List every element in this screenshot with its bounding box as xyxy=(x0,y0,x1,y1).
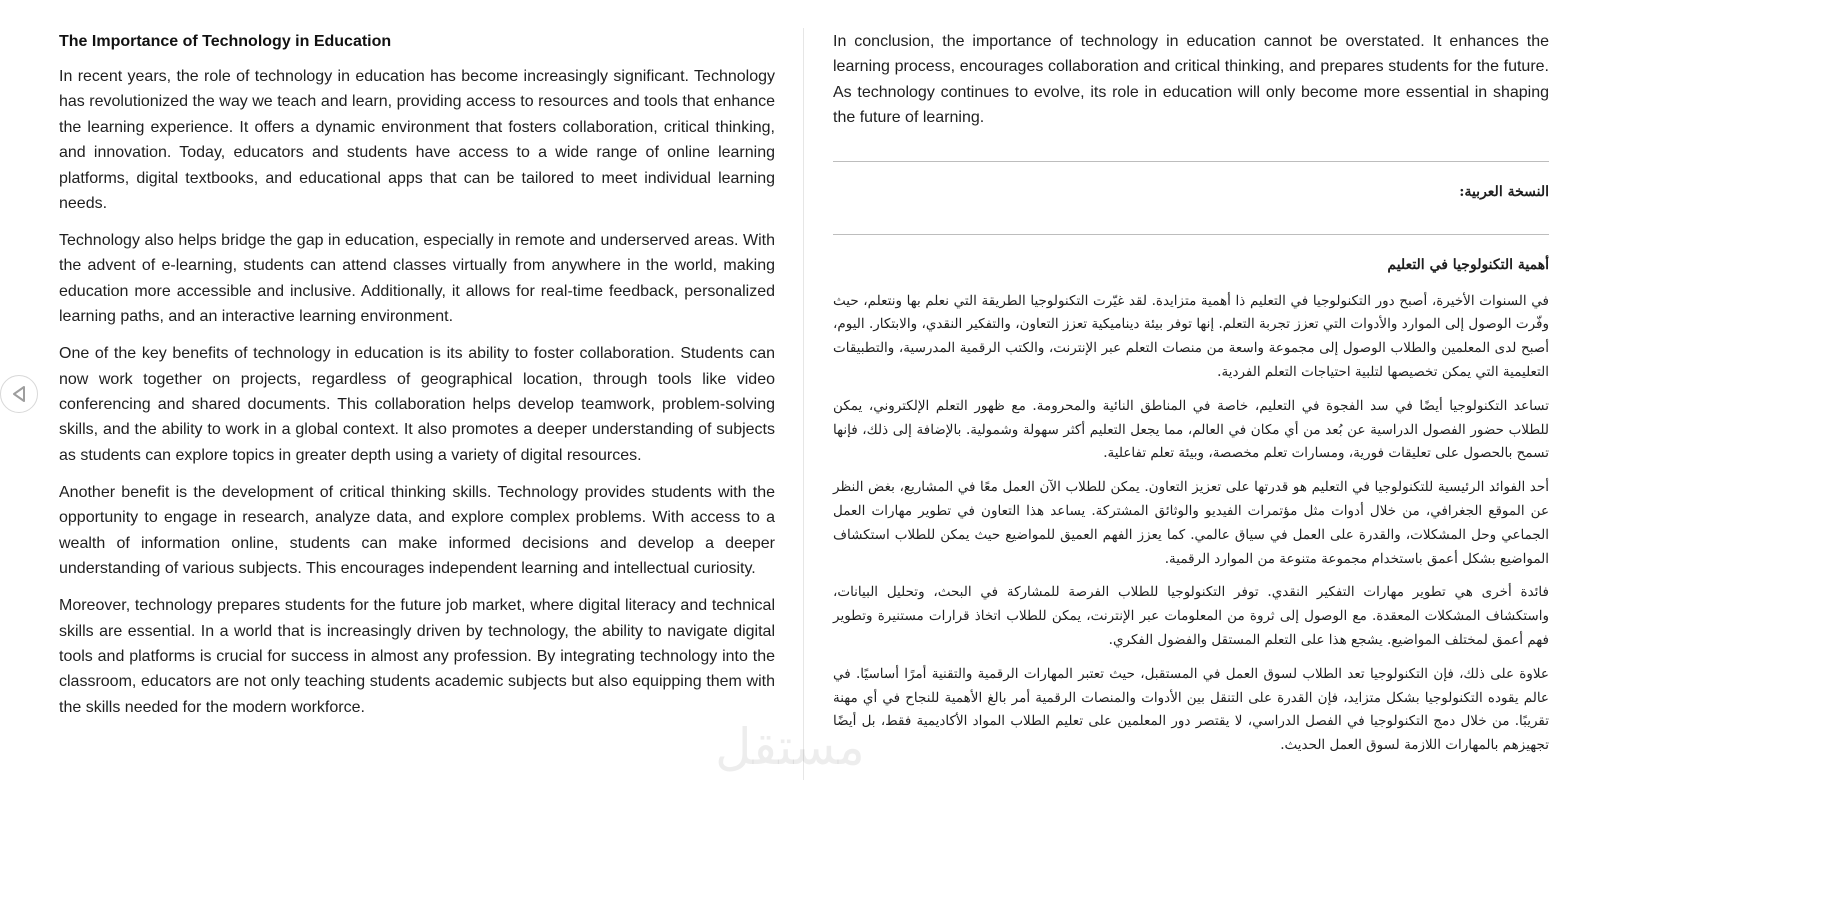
english-conclusion: In conclusion, the importance of technology in education cannot be overstated. It enhances the learning process, encourages collaboration and critical thinking, and prepares students for the future. As technology continues to evolve, its role in education will only become more essential in shaping the future of learning. xyxy=(833,33,1549,127)
arabic-paragraph-1: في السنوات الأخيرة، أصبح دور التكنولوجيا في التعليم ذا أهمية متزايدة. لقد غيّرت التكنولوجيا الطريقة التي نعلم بها ونتعلم، حيث وفّرت الوصول إلى الموارد والأدوات التي تعزز تجربة التعلم. إنها توفر بيئة ديناميكية تعزز التعاون، والتفكير النقدي، والابتكار. اليوم، أصبح لدى المعلمين والطلاب الوصول إلى مجموعة واسعة من منصات التعلم عبر الإنترنت، والكتب الرقمية المدرسية، والتطبيقات التعليمية التي يمكن تخصيصها لتلبية احتياجات التعلم الفردية. xyxy=(833,292,1549,381)
english-paragraph-2: Technology also helps bridge the gap in education, especially in remote and underserved areas. With the advent of e-learning, students can attend classes virtually from anywhere in the world, making education more accessible and inclusive. Additionally, it allows for real-time feedback, personalized learning paths, and an interactive learning environment. xyxy=(59,232,775,326)
arabic-paragraph-4: فائدة أخرى هي تطوير مهارات التفكير النقدي. توفر التكنولوجيا للطلاب الفرصة للمشاركة في البحث، وتحليل البيانات، واستكشاف المشكلات المعقدة. مع الوصول إلى ثروة من المعلومات عبر الإنترنت، يمكن للطلاب اتخاذ قرارات مستنيرة وتطوير فهم أعمق لمختلف المواضيع. يشجع هذا على التعلم المستقل والفضول الفكري. xyxy=(833,584,1549,648)
english-paragraph-3: One of the key benefits of technology in education is its ability to foster collaboration. Students can now work together on projects, regardless of geographical location, through tools like video conferencing and shared documents. This collaboration helps develop teamwork, problem-solving skills, and the ability to work in a global context. It also promotes a deeper understanding of subjects as students can explore topics in greater depth using a variety of digital resources. xyxy=(59,345,775,464)
previous-page-button[interactable] xyxy=(0,375,38,413)
arabic-paragraph-3: أحد الفوائد الرئيسية للتكنولوجيا في التعليم هو قدرتها على تعزيز التعاون. يمكن للطلاب الآن العمل معًا في المشاريع، بغض النظر عن الموقع الجغرافي، من خلال أدوات مثل مؤتمرات الفيديو والوثائق المشتركة. يساعد هذا التعاون في تطوير مهارات العمل الجماعي وحل المشكلات، والقدرة على العمل في سياق عالمي. كما يعزز الفهم العميق للمواضيع حيث يمكن للطلاب استكشاف المواضيع بشكل أعمق باستخدام مجموعة متنوعة من الموارد الرقمية. xyxy=(833,479,1549,567)
arabic-title: أهمية التكنولوجيا في التعليم xyxy=(1387,256,1549,273)
arabic-paragraph-5: علاوة على ذلك، فإن التكنولوجيا تعد الطلاب لسوق العمل في المستقبل، حيث تعتبر المهارات الرقمية والتقنية أمرًا أساسيًا. في عالم يقوده التكنولوجيا بشكل متزايد، فإن القدرة على التنقل بين الأدوات والمنصات الرقمية أمر بالغ الأهمية للنجاح في أي مهنة تقريبًا. من خلال دمج التكنولوجيا في الفصل الدراسي، لا يقتصر دور المعلمين على تعليم الطلاب المواد الأكاديمية فقط، بل أيضًا تجهيزهم بالمهارات اللازمة لسوق العمل الحديث. xyxy=(833,665,1549,754)
english-title: The Importance of Technology in Education xyxy=(59,33,392,50)
english-paragraph-1: In recent years, the role of technology in education has become increasingly significant. Technology has revolutionized the way we teach and learn, providing access to resources and tools that enhance the learning experience. It offers a dynamic environment that fosters collaboration, critical thinking, and innovation. Today, educators and students have access to a wide range of online learning platforms, digital textbooks, and educational apps that can be tailored to meet individual learning needs. xyxy=(59,68,775,213)
right-column xyxy=(833,29,1549,768)
english-paragraph-4: Another benefit is the development of critical thinking skills. Technology provides students with the opportunity to engage in research, analyze data, and explore complex problems. With access to a wealth of information online, students can make informed decisions and develop a deeper understanding of various subjects. This encourages independent learning and intellectual curiosity. xyxy=(59,483,775,578)
watermark-logo: مستقل xyxy=(715,718,865,776)
chevron-left-icon xyxy=(11,385,27,403)
arabic-paragraph-2: تساعد التكنولوجيا أيضًا في سد الفجوة في التعليم، خاصة في المناطق النائية والمحرومة. مع ظهور التعلم الإلكتروني، يمكن للطلاب حضور الفصول الدراسية عن بُعد من أي مكان في العالم، مما يجعل التعليم أكثر سهولة وشمولية. بالإضافة إلى ذلك، فإنها تسمح بالحصول على تعليقات فورية، ومسارات تعلم مخصصة، وبيئة تعلم تفاعلية. xyxy=(833,397,1549,462)
arabic-version-label: النسخة العربية: xyxy=(1459,183,1549,200)
arabic-section xyxy=(833,254,1549,758)
english-paragraph-5: Moreover, technology prepares students for the future job market, where digital literacy and technical skills are essential. In a world that is increasingly driven by technology, the ability to navigate digital tools and platforms is crucial for success in almost any profession. By integrating technology into the classroom, educators are not only teaching students academic subjects but also equipping them with the skills needed for the modern workforce. xyxy=(59,597,775,716)
column-divider xyxy=(803,28,804,780)
english-column xyxy=(59,29,775,732)
